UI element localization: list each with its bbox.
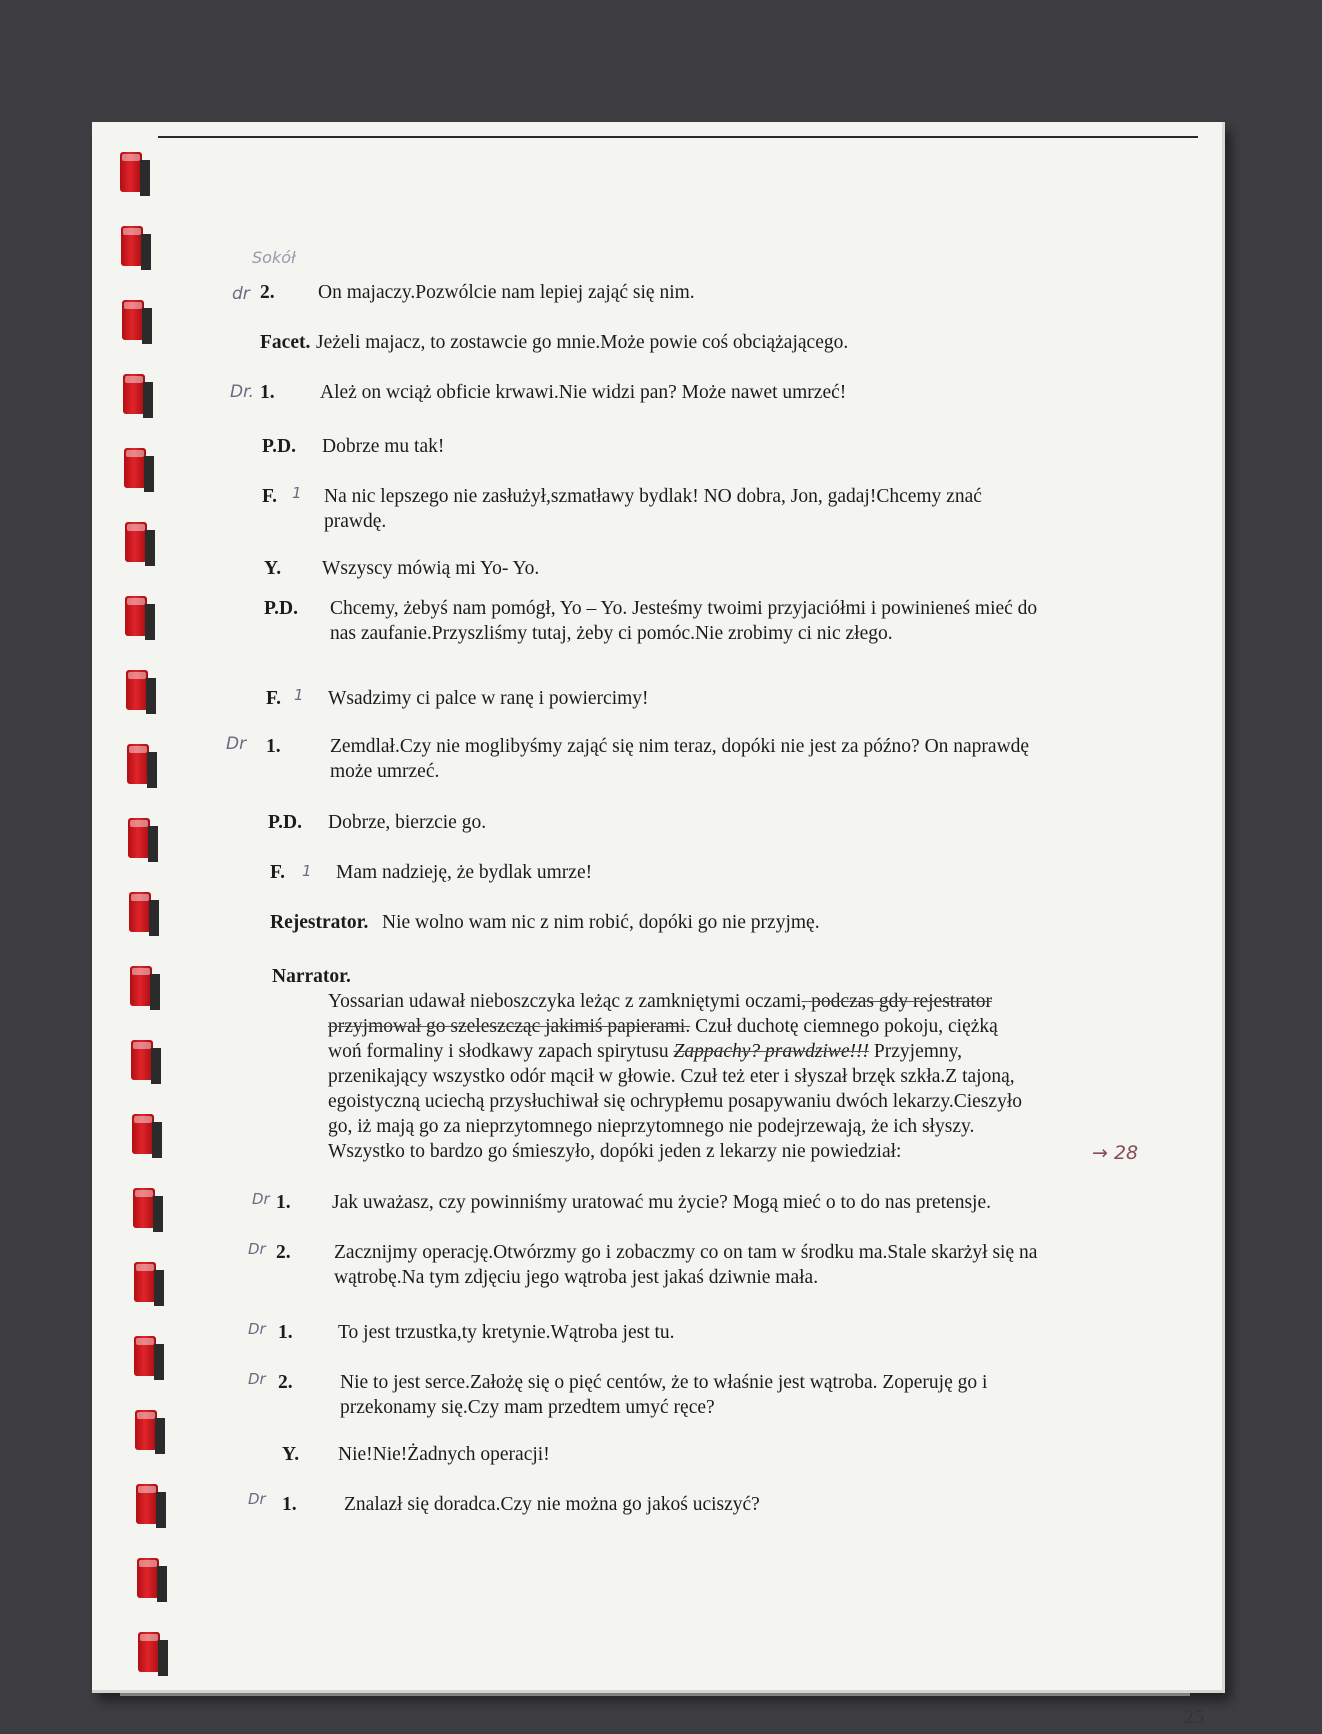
line-text: Ależ on wciąż obficie krwawi.Nie widzi pan? Może nawet umrzeć! [320,382,847,403]
speaker-label: Facet. [260,332,311,353]
speaker-label: P.D. [264,598,298,619]
line-text: Jak uważasz, czy powinniśmy uratować mu życie? Mogą mieć o to do nas pretensje. [332,1192,991,1213]
speaker-label: Y. [282,1444,300,1465]
struck-text: , podczas gdy rejestrator przyjmował go szeleszcząc jakimiś papierami. [328,991,993,1037]
document-page [92,122,1225,1728]
handwritten-dr-mark: Dr [248,1320,266,1338]
binding-ring [129,892,155,932]
binding-ring [124,448,150,488]
binding-ring [120,152,146,192]
binding-ring [131,1040,157,1080]
speaker-label: P.D. [268,812,302,833]
handwritten-f-mark: 1 [294,686,304,704]
handwritten-dr-mark: Dr [226,734,247,754]
narrator-block [272,964,1032,1164]
narrator-text-part: Czuł duchotę ciemnego pokoju, ciężką woń formaliny i słodkawy zapach spirytusu [328,1016,998,1062]
speaker-label: F. [270,862,285,883]
line-text: Dobrze, bierzcie go. [328,812,487,833]
line-text: Nie to jest serce.Założę się o pięć centów, że to właśnie jest wątroba. Zoperuję go i przekonamy się.Czy mam przedtem umyć ręce? [340,1372,988,1418]
line-text: Jeżeli majacz, to zostawcie go mnie.Może powie coś obciążającego. [316,332,849,353]
binding-ring [137,1558,163,1598]
speaker-label: 1. [282,1494,297,1515]
binding-ring [136,1484,162,1524]
binding-ring [127,744,153,784]
line-text: Nie!Nie!Żadnych operacji! [338,1444,550,1465]
speaker-label: Y. [264,558,282,579]
binding-ring [132,1114,158,1154]
line-text: Mam nadzieję, że bydlak umrze! [336,862,593,883]
line-text: Wsadzimy ci palce w ranę i powiercimy! [328,688,649,709]
speaker-label: 1. [260,382,275,403]
line-text: Zacznijmy operację.Otwórzmy go i zobaczmy co on tam w środku ma.Stale skarżył się na wątrobę.Na tym zdjęciu jego wątroba jest jakaś dziwnie mała. [334,1242,1038,1288]
binding-ring [121,226,147,266]
speaker-label: 2. [278,1372,293,1393]
binding-ring [133,1188,159,1228]
narrator-text-part: Wszystko to bardzo go śmieszyło, dopóki jeden z lekarzy nie powiedział: [328,1141,902,1162]
line-text: Chcemy, żebyś nam pomógł, Yo – Yo. Jesteśmy twoimi przyjaciółmi i powinieneś mieć do nas zaufanie.Przyszliśmy tutaj, żeby ci pomóc.Nie zrobimy ci nic złego. [330,598,1038,644]
top-rule [158,136,1198,138]
handwritten-arrow-note: → 28 [1092,1142,1139,1164]
binding-ring [135,1410,161,1450]
handwritten-name: Sokół [252,248,296,267]
narrator-text-part: Przyjemny, przenikający wszystko odór mącił w głowie. Czuł też eter i słyszał brzęk szkła.Z tajoną, egoistyczną uciechą przysłuchiwał się ochrypłemu posapywaniu dwóch lekarzy.Cieszyło go, iż mają go za nieprzytomnego nieprzytomnego nie podejrzewają, że ich słyszy. [328,1041,1023,1137]
binding-ring [138,1632,164,1672]
handwritten-dr-mark: Dr [248,1240,266,1258]
speaker-label: 2. [276,1242,291,1263]
handwritten-f-mark: 1 [302,862,312,880]
speaker-label: 1. [278,1322,293,1343]
speaker-label: 1. [266,736,281,757]
binding-ring [128,818,154,858]
line-text: Na nic lepszego nie zasłużył,szmatławy bydlak! NO dobra, Jon, gadaj!Chcemy znać prawdę. [324,486,982,532]
speaker-label: Rejestrator. [270,912,369,933]
line-text: Zemdlał.Czy nie moglibyśmy zająć się nim teraz, dopóki nie jest za późno? On naprawdę może umrzeć. [330,736,1030,782]
narrator-text [328,989,1028,1164]
binding-ring [134,1336,160,1376]
narrator-label: Narrator. [272,966,351,987]
binding-ring [122,300,148,340]
line-text: Dobrze mu tak! [322,436,445,457]
binding-ring [134,1262,160,1302]
handwritten-dr-mark: Dr [248,1490,266,1508]
speaker-label: F. [262,486,277,507]
binding-ring [130,966,156,1006]
handwritten-dr-mark: Dr. [230,382,254,402]
struck-text: Zappachy? prawdziwe!!! [673,1041,870,1062]
binding-ring [125,522,151,562]
handwritten-dr-mark: Dr [252,1190,270,1208]
line-text: On majaczy.Pozwólcie nam lepiej zająć się nim. [318,282,695,303]
line-text: Znalazł się doradca.Czy nie można go jakoś uciszyć? [344,1494,760,1515]
handwritten-f-mark: 1 [292,484,302,502]
binding-ring [125,596,151,636]
speaker-label: 1. [276,1192,291,1213]
spiral-binding [120,152,156,1692]
line-text: Nie wolno wam nic z nim robić, dopóki go nie przyjmę. [382,912,820,933]
line-text: Wszyscy mówią mi Yo- Yo. [322,558,540,579]
speaker-label: 2. [260,282,275,303]
page-number: 25 [1184,1706,1204,1728]
speaker-label: P.D. [262,436,296,457]
binding-ring [126,670,152,710]
speaker-label: F. [266,688,281,709]
handwritten-dr-mark: dr [232,284,250,304]
narrator-text-part: Yossarian udawał nieboszczyka leżąc z zamkniętymi oczami [328,991,802,1012]
line-text: To jest trzustka,ty kretynie.Wątroba jest tu. [338,1322,675,1343]
handwritten-dr-mark: Dr [248,1370,266,1388]
binding-ring [123,374,149,414]
